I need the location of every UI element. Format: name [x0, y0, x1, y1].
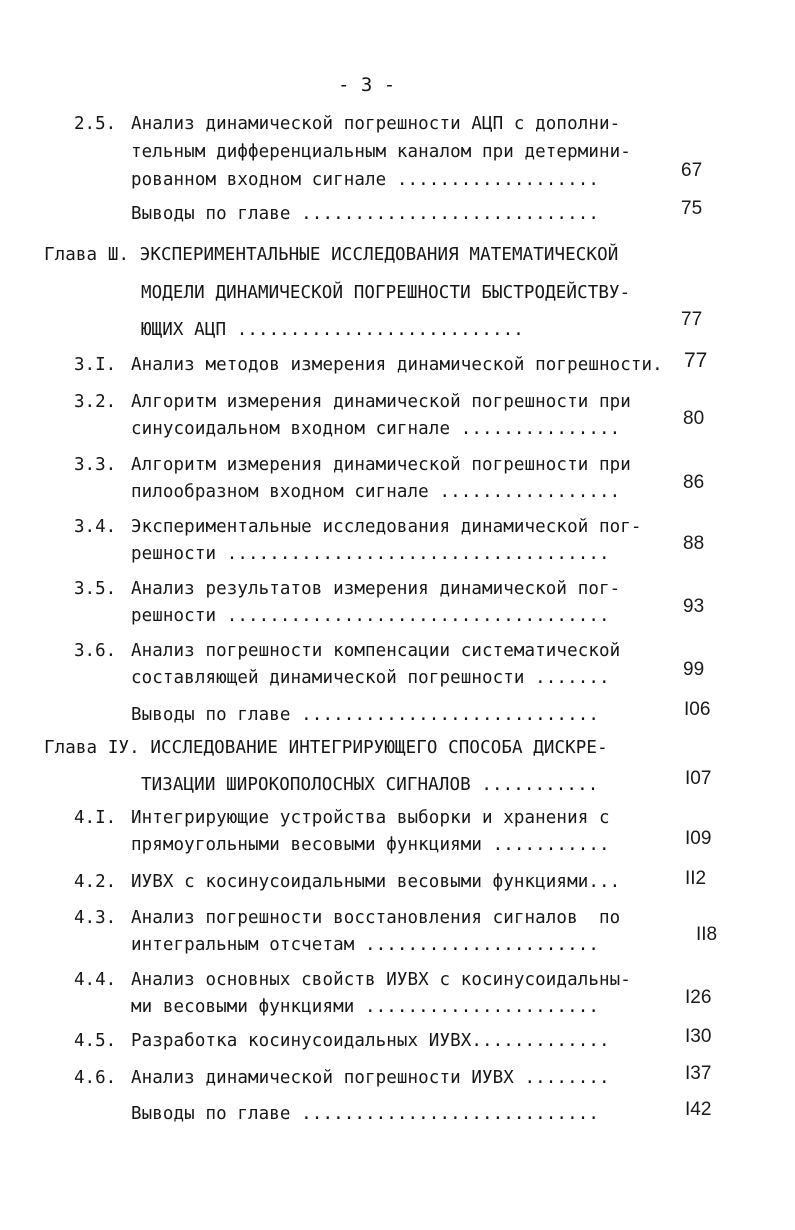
entry-title-line: Выводы по главе ............................ [131, 705, 599, 725]
page-ref: 75 [681, 198, 703, 219]
entry-title-line: Анализ динамической погрешности ИУВХ ........ [131, 1068, 610, 1088]
entry-number: 4.3. [74, 908, 117, 928]
page-ref: I07 [685, 768, 712, 789]
entry-title-line: Анализ результатов измерения динамической пог- [131, 579, 621, 599]
entry-title-line: Интегрирующие устройства выборки и хранения с [131, 808, 610, 828]
entry-number: 3.3. [74, 455, 117, 475]
page-ref: I09 [685, 828, 712, 849]
entry-number: 4.2. [74, 872, 117, 892]
page-ref: 99 [683, 659, 705, 680]
entry-number: 3.5. [74, 579, 117, 599]
entry-title-line: ИУВХ с косинусоидальными весовыми функциями... [131, 872, 621, 892]
page-ref: 86 [683, 472, 705, 493]
page-ref: I30 [685, 1026, 712, 1047]
entry-title-line: Анализ погрешности восстановления сигналов по [131, 908, 621, 928]
page-ref: II8 [696, 924, 718, 945]
entry-title-line: решности .................................... [131, 544, 610, 564]
entry-title-line: Алгоритм измерения динамической погрешности при [131, 392, 631, 412]
chapter-title-line: Глава Ш. ЭКСПЕРИМЕНТАЛЬНЫЕ ИССЛЕДОВАНИЯ МАТЕМАТИЧЕСКОЙ [44, 245, 619, 265]
entry-title-line: составляющей динамической погрешности ....... [131, 668, 610, 688]
page-ref: 67 [681, 160, 703, 181]
page-ref: 93 [683, 596, 705, 617]
chapter-title-line: ЮЩИХ АЦП ........................... [141, 320, 524, 340]
page-ref: 77 [681, 309, 703, 330]
entry-title-line: Экспериментальные исследования динамической пог- [131, 517, 642, 537]
page-ref: I37 [685, 1063, 712, 1084]
entry-title-line: Анализ методов измерения динамической погрешности. [131, 355, 663, 375]
chapter-title-line: Глава IУ. ИССЛЕДОВАНИЕ ИНТЕГРИРУЮЩЕГО СПОСОБА ДИСКРЕ- [44, 738, 608, 758]
entry-number: 4.4. [74, 970, 117, 990]
entry-title-line: тельным дифференциальным каналом при детермини- [131, 142, 631, 162]
entry-title-line: ми весовыми функциями ...................... [131, 997, 599, 1017]
entry-number: 3.I. [74, 355, 117, 375]
entry-title-line: Алгоритм измерения динамической погрешности при [131, 455, 631, 475]
entry-title-line: Анализ динамической погрешности АЦП с дополни- [131, 114, 621, 134]
entry-number: 3.6. [74, 641, 117, 661]
page-ref: 88 [683, 533, 705, 554]
page-ref: I42 [685, 1099, 712, 1120]
entry-title-line: Выводы по главе ............................ [131, 1104, 599, 1124]
page-ref: I26 [685, 987, 712, 1008]
entry-number: 2.5. [74, 114, 117, 134]
page-number-header: - 3 - [338, 74, 396, 96]
entry-title-line: решности .................................... [131, 606, 610, 626]
page-ref: I06 [684, 699, 711, 720]
entry-number: 3.2. [74, 392, 117, 412]
entry-title-line: рованном входном сигнале ................... [131, 170, 599, 190]
entry-number: 3.4. [74, 517, 117, 537]
entry-number: 4.6. [74, 1068, 117, 1088]
page-ref: 77 [684, 349, 708, 372]
chapter-title-line: ТИЗАЦИИ ШИРОКОПОЛОСНЫХ СИГНАЛОВ ........... [141, 775, 599, 795]
entry-title-line: пилообразном входном сигнале ................. [131, 482, 621, 502]
entry-title-line: Анализ основных свойств ИУВХ с косинусоидальны- [131, 970, 631, 990]
chapter-title-line: МОДЕЛИ ДИНАМИЧЕСКОЙ ПОГРЕШНОСТИ БЫСТРОДЕЙСТВУ- [141, 283, 631, 303]
page-ref: II2 [685, 868, 707, 889]
entry-title-line: прямоугольными весовыми функциями ........... [131, 835, 610, 855]
page-ref: 80 [683, 408, 705, 429]
entry-title-line: Анализ погрешности компенсации систематической [131, 641, 621, 661]
entry-title-line: Выводы по главе ............................ [131, 204, 599, 224]
entry-title-line: синусоидальном входном сигнале ............... [131, 419, 621, 439]
entry-number: 4.I. [74, 808, 117, 828]
entry-title-line: интегральным отсчетам ...................... [131, 935, 599, 955]
entry-number: 4.5. [74, 1031, 117, 1051]
entry-title-line: Разработка косинусоидальных ИУВХ............. [131, 1031, 610, 1051]
